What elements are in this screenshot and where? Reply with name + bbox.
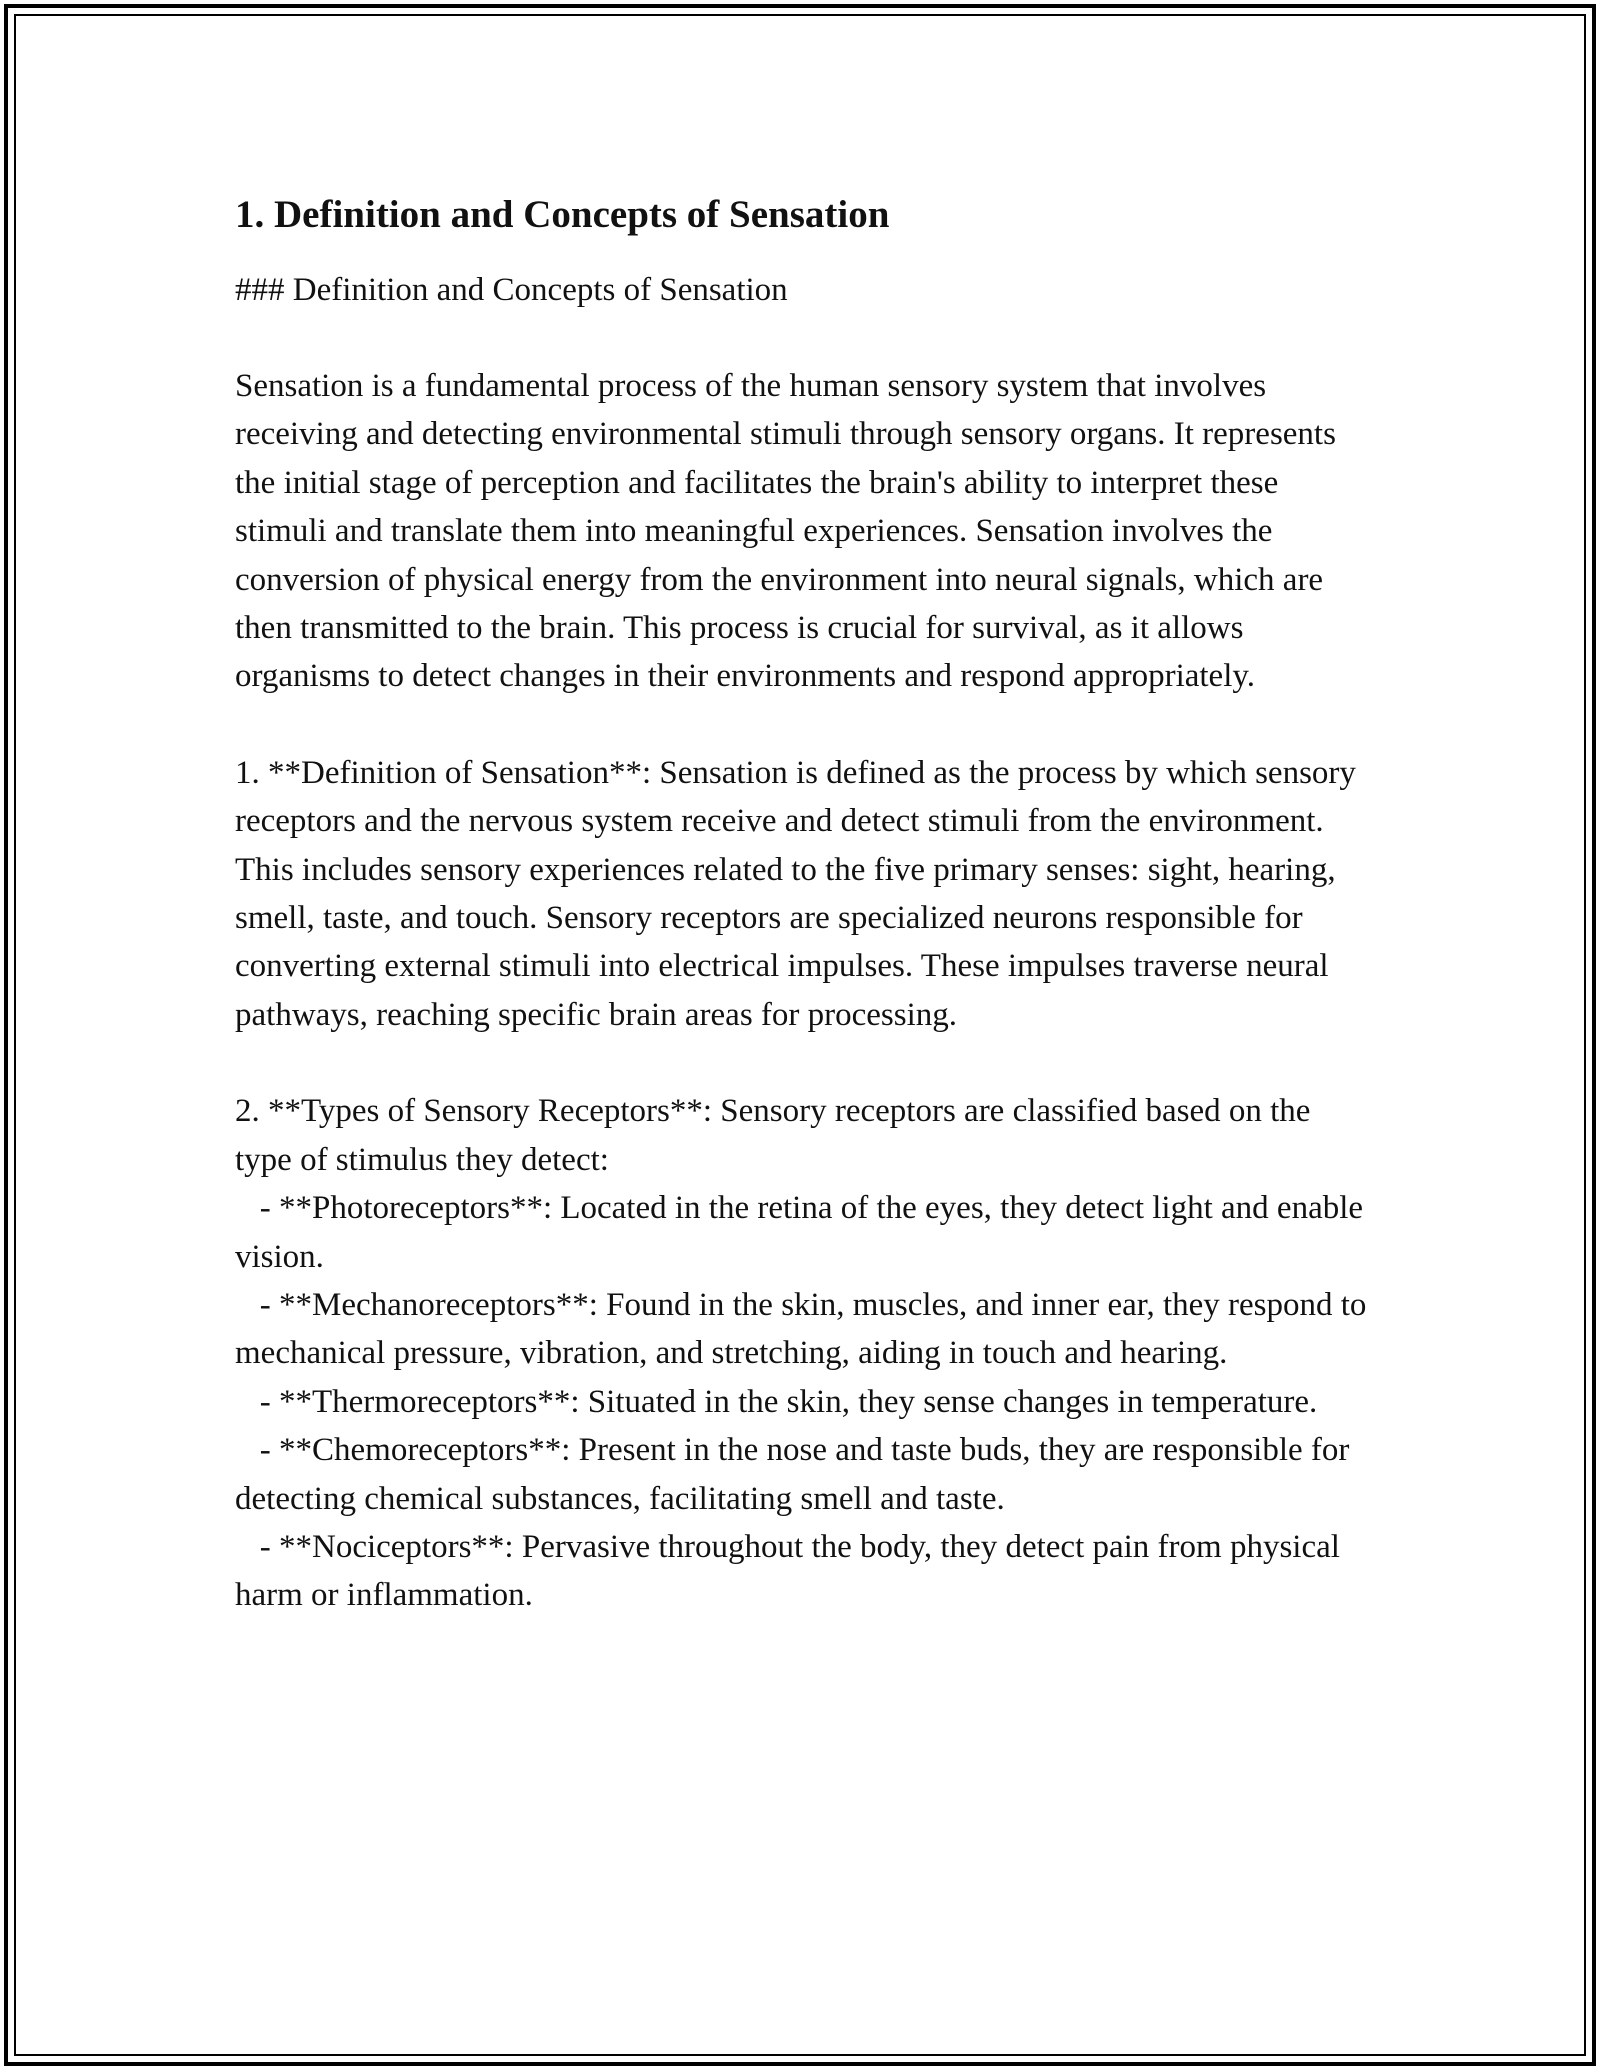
document-body [235,190,1375,1620]
markdown-subheading: ### Definition and Concepts of Sensation [235,272,788,308]
receptor-item-photoreceptors: - **Photoreceptors**: Located in the retina of the eyes, they detect light and enable vision. [235,1190,1372,1275]
definition-paragraph: 1. **Definition of Sensation**: Sensation is defined as the process by which sensory receptors and the nervous system receive and detect stimuli from the environment. This includes sensory experiences related to the five primary senses: sight, hearing, smell, taste, and touch. Sensory receptors are specialized neurons responsible for converting external stimuli into electrical impulses. These impulses traverse neural pathways, reaching specific brain areas for processing. [235,754,1365,1033]
receptor-item-nociceptors: - **Nociceptors**: Pervasive throughout the body, they detect pain from physical harm or inflammation. [235,1528,1349,1614]
receptor-item-thermoreceptors: - **Thermoreceptors**: Situated in the skin, they sense changes in temperature. [235,1383,1318,1420]
receptors-list [235,1087,1375,1619]
receptors-intro: 2. **Types of Sensory Receptors**: Sensory receptors are classified based on the type of stimulus they detect: [235,1093,1319,1178]
receptor-item-chemoreceptors: - **Chemoreceptors**: Present in the nose and taste buds, they are responsible for detecting chemical substances, facilitating smell and taste. [235,1432,1358,1517]
receptor-item-mechanoreceptors: - **Mechanoreceptors**: Found in the skin, muscles, and inner ear, they respond to mechanical pressure, vibration, and stretching, aiding in touch and hearing. [235,1286,1375,1372]
intro-paragraph: Sensation is a fundamental process of the human sensory system that involves receiving and detecting environmental stimuli through sensory organs. It represents the initial stage of perception and facilitates the brain's ability to interpret these stimuli and translate them into meaningful experiences. Sensation involves the conversion of physical energy from the environment into neural signals, which are then transmitted to the brain. This process is crucial for survival, as it allows organisms to detect changes in their environments and respond appropriately. [235,368,1345,695]
page-title: 1. Definition and Concepts of Sensation [235,193,890,236]
